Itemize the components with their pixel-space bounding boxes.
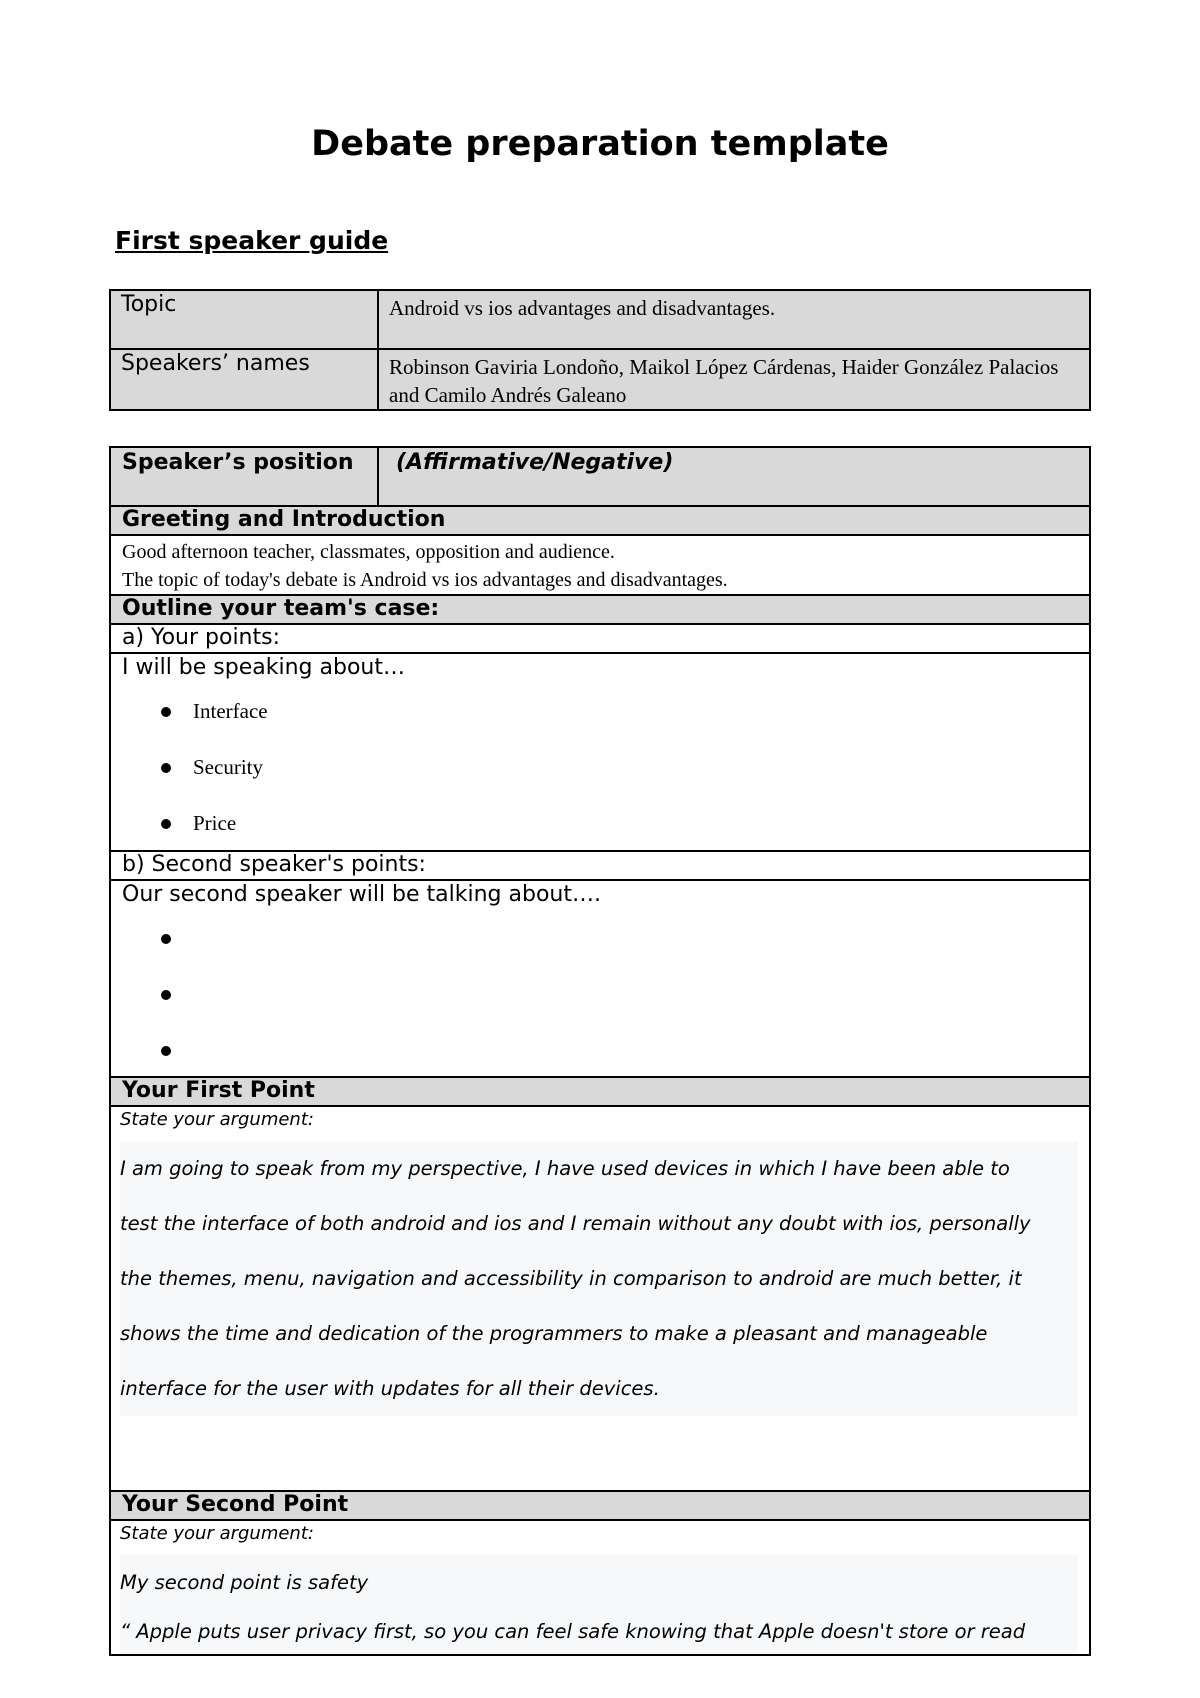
argument-line: “ Apple puts user privacy first, so you can feel safe knowing that Apple doesn't store or read (120, 1620, 1026, 1643)
position-row (110, 447, 1090, 506)
page-title: Debate preparation template (311, 124, 889, 164)
second-points-cell[interactable] (110, 880, 1090, 1077)
speakers-label: Speakers’ names (110, 349, 378, 410)
greeting-header: Greeting and Introduction (110, 506, 1090, 535)
bullet-icon (161, 1046, 171, 1056)
argument-line: interface for the user with updates for all their devices. (120, 1377, 660, 1400)
second-point-cell[interactable] (110, 1520, 1090, 1655)
position-value[interactable]: (Affirmative/Negative) (378, 447, 1090, 506)
second-points-label: b) Second speaker's points: (110, 851, 1090, 880)
argument-line: I am going to speak from my perspective, I have used devices in which I have been able to (120, 1157, 1010, 1180)
section-subtitle: First speaker guide (115, 226, 389, 255)
speakers-row (110, 349, 1090, 410)
second-points-intro: Our second speaker will be talking about…. (122, 882, 601, 907)
list-item (111, 977, 1089, 1033)
second-point-argument-label: State your argument: (120, 1523, 314, 1544)
topic-label: Topic (110, 290, 378, 349)
speaker-guide-table (109, 446, 1091, 1656)
first-point-cell[interactable] (110, 1106, 1090, 1491)
your-points-cell[interactable] (110, 653, 1090, 851)
bullet-icon (161, 819, 171, 829)
argument-line: the themes, menu, navigation and accessibility in comparison to android are much better, it (120, 1267, 1022, 1290)
info-table (109, 289, 1091, 411)
second-points-list (111, 921, 1089, 1063)
list-item (111, 921, 1089, 977)
greeting-line-2: The topic of today's debate is Android vs ios advantages and disadvantages. (122, 569, 728, 591)
argument-line: test the interface of both android and ios and I remain without any doubt with ios, personally (120, 1212, 1031, 1235)
greeting-body[interactable] (110, 535, 1090, 595)
bullet-icon (161, 763, 171, 773)
your-points-list (111, 694, 1089, 836)
first-point-argument-text[interactable] (120, 1141, 1078, 1416)
argument-line: shows the time and dedication of the programmers to make a pleasant and manageable (120, 1322, 988, 1345)
first-point-argument-label: State your argument: (120, 1109, 314, 1130)
bullet-icon (161, 934, 171, 944)
list-item: Interface (111, 694, 1089, 750)
argument-line: My second point is safety (120, 1571, 369, 1594)
first-point-header: Your First Point (110, 1077, 1090, 1106)
bullet-icon (161, 707, 171, 717)
topic-value[interactable]: Android vs ios advantages and disadvantages. (378, 290, 1090, 349)
outline-header: Outline your team's case: (110, 595, 1090, 624)
list-item (111, 1033, 1089, 1063)
bullet-icon (161, 990, 171, 1000)
second-point-header: Your Second Point (110, 1491, 1090, 1520)
list-item: Price (111, 806, 1089, 836)
second-point-argument-text[interactable] (120, 1555, 1078, 1654)
topic-row (110, 290, 1090, 349)
your-points-label: a) Your points: (110, 624, 1090, 653)
speakers-value[interactable]: Robinson Gaviria Londoño, Maikol López Cárdenas, Haider González Palacios and Camilo Andrés Galeano (378, 349, 1090, 410)
position-label: Speaker’s position (110, 447, 378, 506)
list-item: Security (111, 750, 1089, 806)
greeting-line-1: Good afternoon teacher, classmates, opposition and audience. (122, 541, 615, 563)
your-points-intro: I will be speaking about… (122, 655, 405, 680)
